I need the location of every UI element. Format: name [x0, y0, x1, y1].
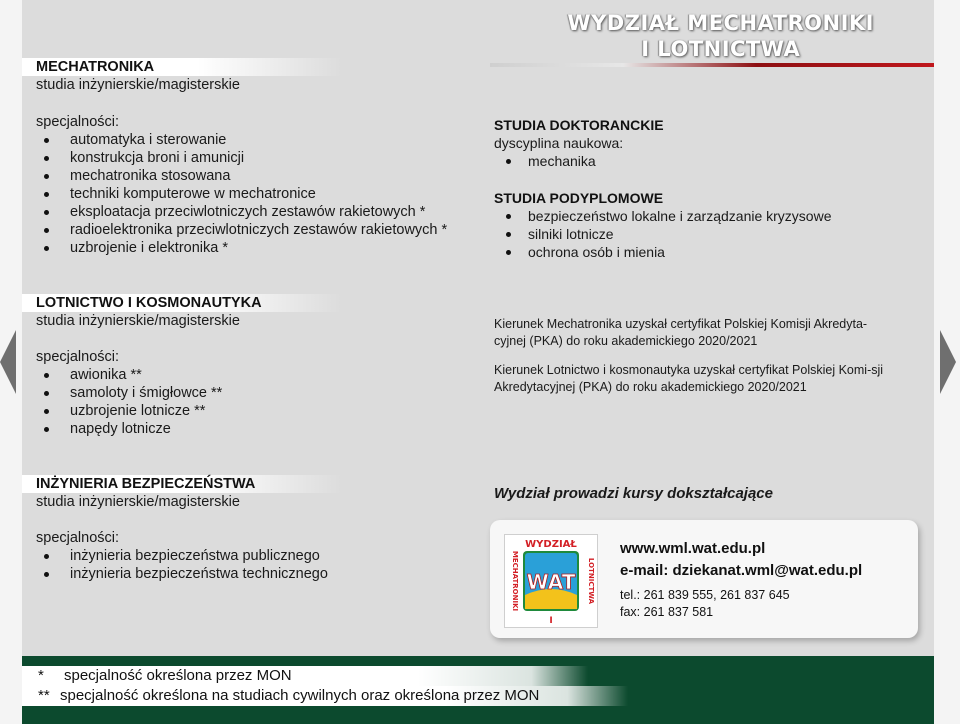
faculty-title	[567, 10, 874, 62]
specializations-list	[22, 131, 492, 257]
list-item: ochrona osób i mienia	[494, 243, 914, 261]
program-level: studia inżynierskie/magisterskie	[36, 313, 240, 329]
list-item: techniki komputerowe w mechatronice	[36, 185, 492, 203]
list-item: inżynieria bezpieczeństwa publicznego	[36, 547, 492, 565]
faculty-title-line2: I LOTNICTWA	[641, 37, 801, 61]
logo-right-text: LOTNICTWA	[587, 557, 595, 605]
logo-bottom-text: I	[549, 616, 553, 626]
specializations-list	[22, 366, 492, 438]
program-mechatronika	[22, 58, 492, 257]
specializations-list	[22, 547, 492, 583]
list-item: mechatronika stosowana	[36, 167, 492, 185]
footnotes-bar	[22, 656, 934, 724]
brochure-page	[22, 0, 934, 724]
program-title: INŻYNIERIA BEZPIECZEŃSTWA	[22, 475, 342, 493]
postgraduate-title: STUDIA PODYPLOMOWE	[494, 190, 664, 206]
program-level: studia inżynierskie/magisterskie	[36, 77, 240, 93]
postgraduate-list	[494, 207, 914, 261]
list-item: uzbrojenie lotnicze **	[36, 402, 492, 420]
footnote-2	[22, 686, 628, 706]
doctoral-studies	[494, 116, 914, 170]
wat-logo-icon	[505, 535, 597, 627]
courses-note: Wydział prowadzi kursy dokształcające	[494, 485, 773, 502]
website-link[interactable]: www.wml.wat.edu.pl	[620, 540, 766, 557]
list-item: mechanika	[494, 152, 914, 170]
certification-note: Kierunek Lotnictwo i kosmonautyka uzyskał certyfikat Polskiej Komi-sji Akredytacyjnej (PKA) do roku akademickiego 2020/2021	[494, 363, 884, 394]
doctoral-title: STUDIA DOKTORANCKIE	[494, 117, 664, 133]
list-item: silniki lotnicze	[494, 225, 914, 243]
logo-top-text: WYDZIAŁ	[525, 539, 577, 550]
program-title: LOTNICTWO I KOSMONAUTYKA	[22, 294, 342, 312]
logo-center-text: WAT	[526, 570, 576, 594]
footnote-text: specjalność określona przez MON	[64, 667, 292, 684]
faculty-header	[490, 6, 934, 66]
footnote-mark: *	[38, 667, 44, 684]
program-lotnictwo	[22, 294, 492, 438]
program-title: MECHATRONIKA	[22, 58, 342, 76]
footnote-text: specjalność określona na studiach cywilnych oraz określona przez MON	[60, 687, 540, 704]
specializations-label: specjalności:	[36, 114, 120, 130]
footnote-mark: **	[38, 687, 50, 704]
postgraduate-studies	[494, 189, 914, 261]
list-item: samoloty i śmigłowce **	[36, 384, 492, 402]
logo-left-text: MECHATRONIKI	[511, 550, 519, 612]
email-link[interactable]: e-mail: dziekanat.wml@wat.edu.pl	[620, 562, 863, 579]
certification-note: Kierunek Mechatronika uzyskał certyfikat Polskiej Komisji Akredyta-cyjnej (PKA) do roku akademickiego 2020/2021	[494, 317, 868, 348]
list-item: awionika **	[36, 366, 492, 384]
list-item: inżynieria bezpieczeństwa technicznego	[36, 565, 492, 583]
list-item: napędy lotnicze	[36, 420, 492, 438]
program-inzynieria-bezpieczenstwa	[22, 475, 492, 583]
list-item: konstrukcja broni i amunicji	[36, 149, 492, 167]
footnote-1	[22, 666, 588, 686]
discipline-label: dyscyplina naukowa:	[494, 135, 624, 151]
left-gutter	[0, 0, 22, 724]
phone-number: tel.: 261 839 555, 261 837 645	[620, 588, 790, 602]
faculty-title-line1: WYDZIAŁ MECHATRONIKI	[567, 11, 874, 35]
wat-logo	[504, 534, 598, 628]
contact-card	[490, 520, 918, 638]
specializations-label: specjalności:	[36, 349, 120, 365]
fax-number: fax: 261 837 581	[620, 605, 714, 619]
right-gutter	[934, 0, 960, 724]
list-item: automatyka i sterowanie	[36, 131, 492, 149]
list-item: eksploatacja przeciwlotniczych zestawów rakietowych *	[36, 203, 492, 221]
list-item: radioelektronika przeciwlotniczych zestawów rakietowych *	[36, 221, 492, 239]
next-page-arrow-icon[interactable]	[940, 330, 956, 394]
doctoral-list	[494, 152, 914, 170]
list-item: bezpieczeństwo lokalne i zarządzanie kryzysowe	[494, 207, 914, 225]
prev-page-arrow-icon[interactable]	[0, 330, 16, 394]
list-item: uzbrojenie i elektronika *	[36, 239, 492, 257]
header-divider	[490, 63, 934, 67]
program-level: studia inżynierskie/magisterskie	[36, 494, 240, 510]
specializations-label: specjalności:	[36, 530, 120, 546]
